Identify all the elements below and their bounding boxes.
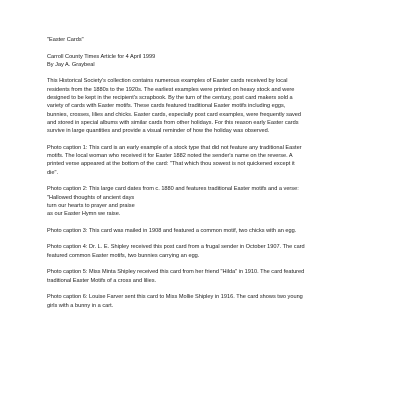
photo-caption-1: Photo caption 1: This card is an early example of a stock type that did not feature any traditional Easter motifs. The local woman who received it for Easter 1882 noted the sender's name on the reverse. A printed verse appeared at the bottom of the card: "That which thou sowest is not quickened except it die". (47, 144, 302, 176)
photo-caption-3: Photo caption 3: This card was mailed in 1908 and featured a common motif, two chicks with an egg. (47, 227, 297, 234)
photo-caption-2: Photo caption 2: This large card dates from c. 1880 and features traditional Easter motifs and a verse: "Hallowed thoughts of ancient days turn our hearts to prayer and praise as our Easter Hymn we raise. (47, 186, 299, 218)
photo-caption-6: Photo caption 6: Louise Farver sent this card to Miss Mollie Shipley in 1916. The card shows two young girls with a bunny in a cart. (47, 294, 303, 309)
photo-caption-4: Photo caption 4: Dr. L. E. Shipley received this post card from a frugal sender in October 1907. The card featured common Easter motifs, two bunnies carrying an egg. (47, 244, 305, 259)
byline-source: Carroll County Times Article for 4 April 1999 (47, 53, 156, 60)
photo-caption-5: Photo caption 5: Miss Minta Shipley received this card from her friend "Hilda" in 1910. The card featured traditional Easter Motifs of a cross and lilies. (47, 269, 305, 284)
intro-paragraph: This Historical Society's collection contains numerous examples of Easter cards received by local residents from the 1880s to the 1920s. The earliest examples were printed on heavy stock and were designed to be kept in the recipient's scrapbook. By the turn of the century, post card makers sold a variety of cards with Easter motifs. These cards featured traditional Easter motifs including eggs, bunnies, crosses, lilies and chicks. Easter cards, especially post card examples, were frequently saved and stored in special albums with similar cards from other holidays. For this reason early Easter cards survive in large quantities and provide a visual reminder of how the holiday was observed. (47, 78, 302, 135)
byline (47, 53, 365, 70)
document-page (47, 36, 365, 310)
document-title: "Easter Cards" (47, 37, 84, 43)
byline-author: By Jay A. Graybeal (47, 61, 95, 68)
